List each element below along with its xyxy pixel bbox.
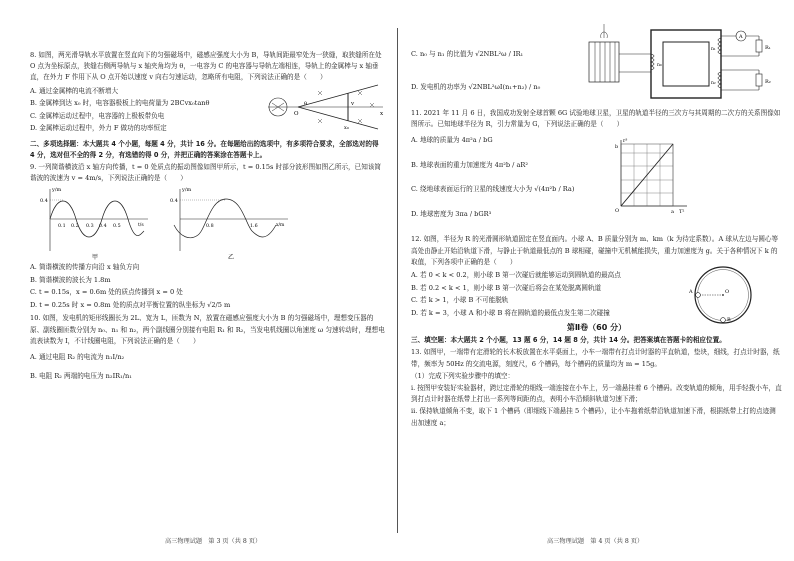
q9-yi-caption: 乙 — [228, 254, 235, 262]
q12-circle-track-figure — [689, 263, 761, 327]
q12-option-b: B. 若 0.2 < k < 1，则小球 B 第一次碰后将会在某处脱离圆轨道 — [411, 283, 602, 292]
q9-jia-ylabel: y/m — [52, 187, 62, 194]
q13-sub-1: （1）完成下列实验步骤中的填空： — [411, 371, 515, 380]
q8-option-a: A. 通过金属棒的电流不断增大 — [30, 86, 119, 95]
q8-label-velocity: v — [351, 100, 355, 107]
footer-page-3: 高三物理试题 第 3 页（共 8 页） — [165, 538, 262, 545]
q8-label-x0: x₀ — [344, 124, 349, 131]
q8-rail-figure — [258, 81, 388, 133]
q9-jia-xtick-5: 0.5 — [113, 224, 121, 230]
q10-generator-figure — [573, 20, 783, 106]
q11-option-d: D. 地球密度为 3πa / bGR³ — [411, 209, 492, 218]
q9-option-c: C. t = 0.15s，x = 0.6m 处的质点传播到 x = 0 处 — [30, 288, 183, 297]
q11-option-b: B. 地球表面的重力加速度为 4π²b / aR² — [411, 160, 529, 169]
q9-yi-xlabel: x/m — [276, 223, 285, 229]
q11-graph-origin: O — [615, 208, 620, 215]
q8-label-origin: O — [294, 110, 299, 117]
q9-option-a: A. 简谐横波的传播方向沿 x 轴负方向 — [30, 263, 140, 272]
q10-option-c: C. n₀ 与 n₁ 的比值为 √2NBL²ω / IR₁ — [411, 50, 524, 58]
q8-option-d: D. 金属棒运动过程中，外力 F 做功的功率恒定 — [30, 124, 167, 133]
q12-label-b: B — [727, 317, 731, 324]
q8-label-x: x — [380, 110, 384, 117]
q12-option-d: D. 若 k = 3，小球 A 和小球 B 将在圆轨道的最低点发生第二次碰撞 — [411, 308, 610, 317]
q10-label-n1: n₁ — [711, 47, 716, 52]
question-12 — [411, 234, 782, 324]
q9-stem: 9. 一列简谐横波沿 x 轴方向传播，t = 0 处质点的振动图像如图甲所示，t = 0.15s 时部分波形图如图乙所示，已知该简谐波的波速为 v = 4m/s，下列说法正确的是（ ） — [30, 163, 382, 183]
q9-jia-ytick: 0.4 — [40, 198, 48, 205]
q11-option-c: C. 绕地球表面运行的卫星的线速度大小为 √(4π²b / Ra) — [411, 185, 575, 194]
question-8 — [30, 50, 385, 137]
q9-jia-caption: 甲 — [92, 254, 99, 262]
q8-stem: 8. 如图，两光滑导轨水平放置在竖直向下的匀强磁场中，磁感应强度大小为 B，导轨间距最窄处为一狭缝，取狭缝所在处 O 点为坐标原点，狭缝右侧两导轨与 x 轴夹角均为 θ，一电容为 C 的电容器与导轨左端相连，导轨上的金属棒与 x 轴垂直，在外力 F 作用下从 O 点开始以速度 v 向右匀速运动，忽略所有电阻，下列说法正确的是（ ） — [30, 51, 382, 82]
q9-yi-xtick-1: 0.8 — [206, 224, 214, 230]
q11-graph-b: b — [615, 144, 619, 151]
q10-option-d: D. 发电机的功率为 √2NBL²ωI(n₁+n₂) / n₀ — [411, 82, 541, 91]
section-2-heading: 二、多项选择题：本大题共 4 个小题，每题 4 分，共计 16 分。在每题给出的选项中，有多项符合要求，全部选对的得 4 分，选对但不全的得 2 分，有选错的得 0 分，并把正确的答案涂在答题卡上。 — [30, 139, 379, 159]
q9-jia-xtick-4: 0.4 — [99, 224, 107, 230]
q13-step-2: ii. 保持轨道倾角不变，取下 1 个槽码（即细线下端悬挂 5 个槽码），让小车拖着纸带沿轨道加速下滑，根据纸带上打的点迹测出加速度 a； — [411, 407, 776, 427]
question-10 — [30, 313, 385, 382]
q9-figure-jia — [40, 185, 150, 261]
q11-graph-ylabel: r³ — [623, 138, 628, 145]
q10-label-r2: R₂ — [765, 79, 771, 85]
q12-option-a: A. 若 0 < k < 0.2，则小球 B 第一次碰后就能够运动到圆轨道的最高点 — [411, 271, 621, 280]
q11-graph — [611, 136, 691, 214]
footer-page-4: 高三物理试题 第 4 页（共 8 页） — [547, 538, 644, 545]
q13-stem: 13. 如图甲，一端带有定滑轮的长木板放置在水平桌面上，小车一端带有打点计时器的平直轨道，垫块，细线，打点计时器，纸带，频率为 50Hz 的交流电源，刻度尺，6 个槽码，每个槽码的质量均为 m = 15g。 — [411, 348, 780, 368]
q9-option-d: D. t = 0.25s 时 x = 0.8m 处的质点对平衡位置的纵坐标为 √2/5 m — [30, 300, 231, 309]
q12-label-o: O — [725, 289, 730, 296]
page-4 — [397, 0, 794, 561]
q8-label-theta: θ — [304, 100, 308, 107]
question-13 — [411, 347, 782, 428]
q10-label-n2: n₂ — [711, 81, 716, 86]
q9-jia-xtick-1: 0.1 — [58, 224, 66, 230]
q11-graph-a: a — [671, 209, 674, 215]
q9-option-b: B. 简谐横波的波长为 1.8m — [30, 275, 111, 284]
q10-option-b: B. 电阻 R₂ 两端的电压为 n₂IR₁/n₁ — [30, 371, 132, 380]
q9-figure-yi — [170, 185, 290, 261]
q9-jia-xtick-2: 0.2 — [71, 224, 79, 230]
q9-yi-ylabel: y/m — [182, 187, 192, 194]
question-10-continued — [411, 20, 782, 108]
q9-yi-ytick: 0.4 — [170, 198, 178, 205]
q11-stem: 11. 2021 年 11 月 6 日，我国成功发射全球首颗 6G 试验地球卫星，卫星的轨道半径的三次方与其周期的二次方的关系图像如图所示。已知地球半径为 R，引力常量为 G，下列说法正确的是（ ） — [411, 109, 781, 129]
q8-option-b: B. 金属棒到达 x₀ 时，电容器极板上的电荷量为 2BCvx₀tanθ — [30, 99, 210, 108]
q9-jia-xtick-3: 0.3 — [86, 224, 94, 230]
part-2-title: 第Ⅱ卷（60 分） — [566, 323, 627, 333]
question-9 — [30, 162, 385, 311]
q9-yi-xtick-2: 1.6 — [250, 224, 258, 230]
q10-label-n0: n₀ — [657, 63, 662, 68]
question-11 — [411, 108, 782, 234]
q11-graph-xlabel: T² — [679, 209, 685, 215]
q10-stem: 10. 如图，发电机的矩形线圈长为 2L、宽为 L，匝数为 N，放置在磁感应强度大小为 B 的匀强磁场中，理想变压器的原、副线圈匝数分别为 n₀、n₁ 和 n₂，两个副线圈分别接有电阻 R₁ 和 R₂，当发电机线圈以角速度 ω 匀速转动时，理想电流表读数为 I，不计线圈电阻，下列说法正确的是（ ） — [30, 314, 385, 345]
section-3-heading: 三、填空题：本大题共 2 个小题，13 题 6 分，14 题 8 分，共计 14 分。把答案填在答题卡的相应位置。 — [411, 336, 726, 345]
q13-step-1: i. 按图甲安装好实验器材，跨过定滑轮的细线一端连接在小车上，另一端悬挂着 6 个槽码。改变轨道的倾角，用手轻拨小车，直到打点计时器在纸带上打出一系列等间距的点，表明小车沿倾斜轨道匀速下滑； — [411, 384, 782, 404]
q10-option-a: A. 通过电阻 R₂ 的电流为 n₁I/n₂ — [30, 353, 125, 362]
q8-option-c: C. 金属棒运动过程中，电容器的上极板带负电 — [30, 111, 165, 120]
q9-jia-xlabel: t/s — [138, 223, 144, 229]
q12-stem: 12. 如图，半径为 R 的光滑圆形轨道固定在竖直面内。小球 A、B 质量分别为 m、km（k 为待定系数）。A 球从左边与圆心等高处由静止开始沿轨道下滑，与静止于轨道最低点的 B 球相碰，碰撞中无机械能损失，重力加速度为 g。关于各种情况下 k 的取值，下列各项中正确的是（ ） — [411, 235, 779, 266]
q11-option-a: A. 地球的质量为 4π²a / bG — [411, 136, 493, 145]
q10-label-ammeter: A — [739, 34, 743, 40]
q12-option-c: C. 若 k > 1，小球 B 不可能脱轨 — [411, 296, 509, 305]
q10-label-r1: R₁ — [765, 45, 771, 51]
q12-label-a: A — [689, 289, 693, 296]
